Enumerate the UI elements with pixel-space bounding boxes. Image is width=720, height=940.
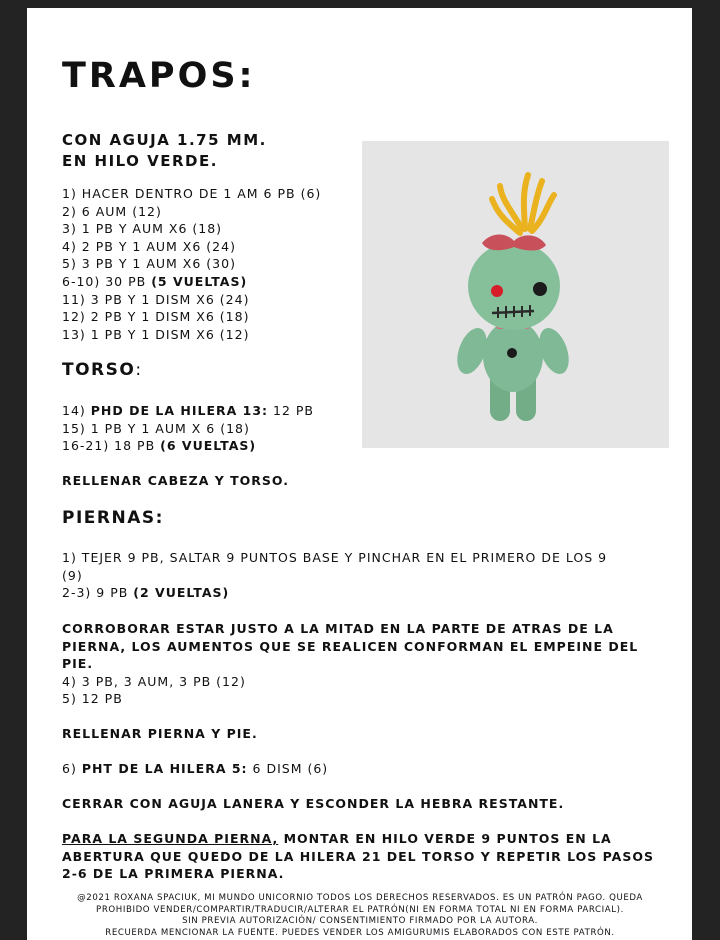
step-line [62,584,607,602]
step-line: 12) 2 PB Y 1 DISM X6 (18) [62,309,250,325]
step-text: 6-10) 30 PB [62,273,152,289]
step-line: 5) 12 PB [62,691,123,707]
step-text: 6 DISM (6) [247,761,329,776]
second-leg-note [62,830,654,883]
step-rounds: (5 VUELTAS) [151,273,248,289]
step-bold: PHD DE LA HILERA 13: [90,403,269,418]
torso-heading-colon: : [135,360,143,380]
step-6 [62,760,328,778]
second-leg-lead: PARA LA SEGUNDA PIERNA, [62,831,279,846]
step-line: 13) 1 PB Y 1 DISM X6 (12) [62,326,250,342]
step-line [62,402,314,420]
fill-head-note: RELLENAR CABEZA Y TORSO. [62,473,290,488]
step-text: 16-21) 18 PB [62,438,161,454]
page-title: TRAPOS: [62,56,256,96]
document-page [27,8,692,940]
step-line: (9) [62,567,83,583]
step-line: 1) TEJER 9 PB, SALTAR 9 PUNTOS BASE Y PINCHAR EN EL PRIMERO DE LOS 9 [62,550,608,565]
step-line: 5) 3 PB Y 1 AUM X6 (30) [62,256,236,272]
step-line: 15) 1 PB Y 1 AUM X 6 (18) [62,420,250,436]
step-text: 2-3) 9 PB [62,585,134,601]
footer-line: PROHIBIDO VENDER/COMPARTIR/TRADUCIR/ALTERAR EL PATRÓN(NI EN FORMA TOTAL NI EN FORMA PARCIAL). [96,904,624,915]
copyright-footer [35,893,685,939]
check-line: PIERNA, LOS AUMENTOS QUE SE REALICEN CONFORMAN EL EMPEINE DEL [62,638,639,654]
step-text: 14) [62,403,91,418]
step-text: 6) [62,761,82,776]
check-line: PIE. [62,656,94,672]
head-steps [62,185,321,343]
step-text: 12 PB [268,403,315,418]
step-line: 2) 6 AUM (12) [62,203,162,219]
footer-line: @2021 ROXANA SPACIUK, MI MUNDO UNICORNIO TODOS LOS DERECHOS RESERVADOS. ES UN PATRÓN PAGO. QUEDA [77,893,643,903]
note-line [62,830,654,848]
step-line [62,273,321,291]
amigurumi-photo [362,141,669,448]
close-note: CERRAR CON AGUJA LANERA Y ESCONDER LA HEBRA RESTANTE. [62,796,565,811]
step-rounds: (2 VUELTAS) [133,585,230,601]
footer-line: SIN PREVIA AUTORIZACIÓN/ CONSENTIMIENTO FIRMADO POR LA AUTORA. [182,916,538,927]
step-line: 4) 3 PB, 3 AUM, 3 PB (12) [62,673,246,689]
step-line [62,760,328,778]
footer-line: RECUERDA MENCIONAR LA FUENTE. PUEDES VENDER LOS AMIGURUMIS ELABORADOS CON ESTE PATRÓN. [105,927,615,938]
legs-steps-1 [62,549,607,602]
step-line: 11) 3 PB Y 1 DISM X6 (24) [62,291,250,307]
step-bold: PHT DE LA HILERA 5: [81,761,248,776]
torso-heading [62,362,143,380]
torso-heading-text: TORSO [62,360,136,380]
step-line: 1) HACER DENTRO DE 1 AM 6 PB (6) [62,186,322,201]
step-line [62,437,314,455]
legs-heading: PIERNAS: [62,508,164,528]
legs-steps-2 [62,620,638,708]
check-line: CORROBORAR ESTAR JUSTO A LA MITAD EN LA PARTE DE ATRAS DE LA [62,621,614,636]
hair [492,175,554,233]
scrump-doll-illustration [362,141,669,448]
intro-line: EN HILO VERDE. [62,152,218,170]
step-line: 4) 2 PB Y 1 AUM X6 (24) [62,238,236,254]
intro [62,130,267,172]
note-text: MONTAR EN HILO VERDE 9 PUNTOS EN LA [278,831,612,846]
torso-steps [62,402,314,455]
note-line: 2-6 DE LA PRIMERA PIERNA. [62,866,285,882]
fill-leg-note: RELLENAR PIERNA Y PIE. [62,726,258,741]
intro-line: CON AGUJA 1.75 MM. [62,131,267,149]
step-rounds: (6 VUELTAS) [160,438,257,454]
step-line: 3) 1 PB Y AUM X6 (18) [62,221,223,237]
note-line: ABERTURA QUE QUEDO DE LA HILERA 21 DEL TORSO Y REPETIR LOS PASOS [62,848,654,864]
